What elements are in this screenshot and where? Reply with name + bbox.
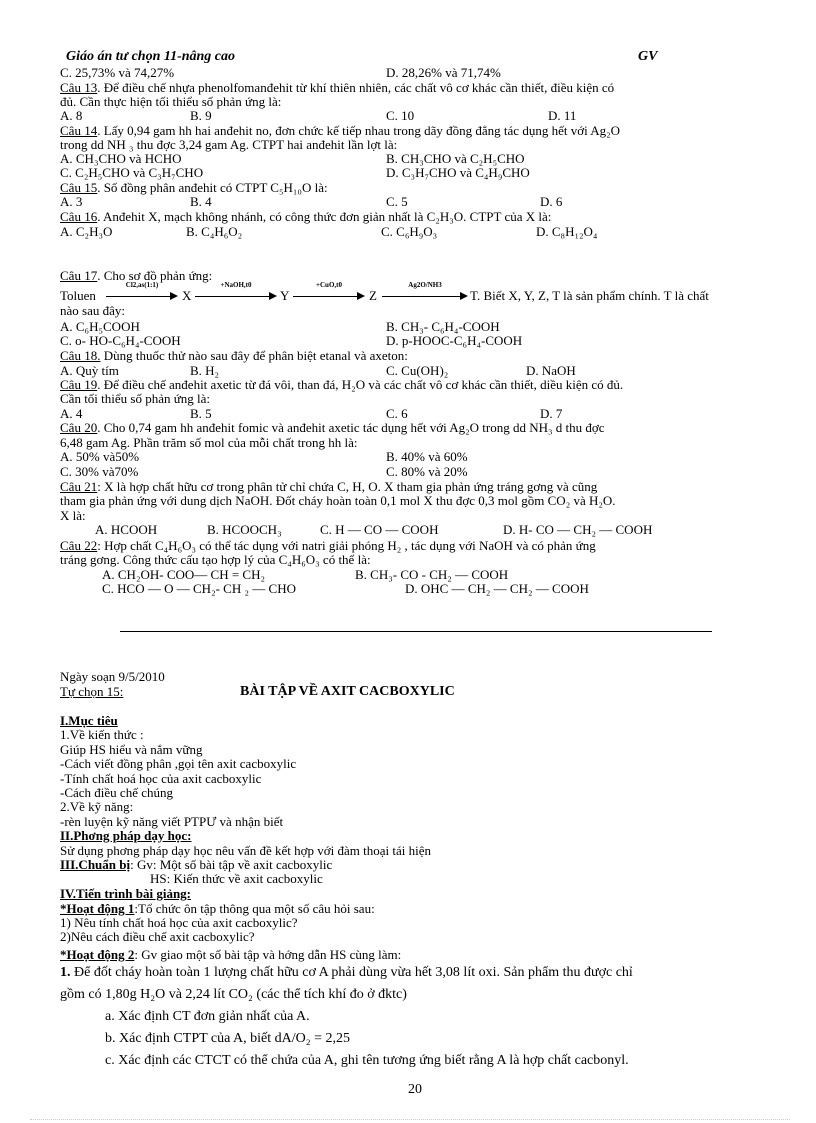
question-text: . Số đồng phân anđehit có CTPT C₅H₁₀O là: xyxy=(97,180,328,195)
sub-question: c. Xác định các CTCT có thể chứa của A, ghi tên tương ứng biết rằng A là hợp chất cacbonyl. xyxy=(105,1053,629,1068)
exercise-number: 1. xyxy=(60,965,71,980)
option-a: A. 50% và50% xyxy=(60,449,140,464)
lesson-title: BÀI TẬP VỀ AXIT CACBOXYLIC xyxy=(240,684,455,699)
option-a: A. 4 xyxy=(60,406,83,421)
question-20 xyxy=(60,421,605,434)
question-text: trong dd NH ₃ thu đợc 3,24 gam Ag. CTPT hai anđehit lần lợt là: xyxy=(60,137,398,152)
option-d: D. H- CO — CH₂ — COOH xyxy=(503,522,653,537)
option-d: D. 6 xyxy=(540,194,563,209)
list-item: -Cách viết đồng phân ,gọi tên axit cacboxylic xyxy=(60,756,297,771)
option-d: C. 80% và 20% xyxy=(386,464,468,479)
question-text: T. Biết X, Y, Z, T là sản phẩm chính. T là chất xyxy=(470,288,709,303)
list-item: 2)Nêu cách điều chế axit cacboxylic? xyxy=(60,929,255,944)
option-b: B. 5 xyxy=(190,406,212,421)
option-b: B. 40% và 60% xyxy=(386,449,468,464)
question-label: Câu 15 xyxy=(60,180,98,195)
option-c: C. Cu(OH)₂ xyxy=(386,363,449,378)
activity-label: *Hoạt động 1 xyxy=(60,901,135,916)
scheme-x: X xyxy=(182,288,192,303)
question-label: Câu 17 xyxy=(60,268,98,283)
option-d: D. OHC — CH₂ — CH₂ — COOH xyxy=(405,581,589,596)
text-line: : Gv giao một số bài tập và hớng dẫn HS cùng làm: xyxy=(134,947,402,962)
question-text: . Anđehit X, mạch không nhánh, có công thức đơn giản nhất là C₂H₃O. CTPT của X là: xyxy=(97,209,552,224)
question-15 xyxy=(60,181,328,194)
option-a: A. C₂H₃O xyxy=(60,224,113,239)
text-line: Giúp HS hiểu và nắm vững xyxy=(60,742,203,757)
question-text: tráng gơng. Công thức cấu tạo hợp lý của C₄H₆O₃ có thể là: xyxy=(60,552,371,567)
option-b: B. CH₃- CO - CH₂ — COOH xyxy=(355,567,509,582)
question-text: X là: xyxy=(60,508,86,523)
lesson-number: Tự chọn 15: xyxy=(60,684,124,699)
option-b: B. CH₃CHO và C₂H₅CHO xyxy=(386,151,525,166)
option-c: C. C₆H₉O₃ xyxy=(381,224,438,239)
question-label: Câu 19 xyxy=(60,377,98,392)
option-a: A. Quỳ tím xyxy=(60,363,119,378)
header-title: Giáo án tư chọn 11-nâng cao xyxy=(66,49,236,64)
option-d: D. p-HOOC-C₆H₄-COOH xyxy=(386,333,523,348)
text-line: HS: Kiến thức về axit cacboxylic xyxy=(150,871,323,886)
activity-label: *Hoạt động 2 xyxy=(60,947,135,962)
option-c: C. 6 xyxy=(386,406,408,421)
question-text: 6,48 gam Ag. Phần trăm số mol của mỗi chất trong hh là: xyxy=(60,435,358,450)
preparation-line xyxy=(60,858,332,871)
question-label: Câu 13 xyxy=(60,80,98,95)
question-label: Câu 18. xyxy=(60,348,101,363)
option-d: D. NaOH xyxy=(526,363,576,378)
option-d: D. C₈H₁₂O₄ xyxy=(536,224,598,239)
question-label: Câu 14 xyxy=(60,123,98,138)
page-border xyxy=(30,1119,790,1120)
list-item: -rèn luyện kỹ năng viết PTPƯ và nhận biết xyxy=(60,814,284,829)
option-c: C. 10 xyxy=(386,108,415,123)
scheme-z: Z xyxy=(369,288,377,303)
reaction-condition: Ag2O/NH3 xyxy=(408,281,442,289)
subsection-heading: 1.Về kiến thức : xyxy=(60,727,144,742)
divider xyxy=(120,631,712,632)
option-b: B. 4 xyxy=(190,194,212,209)
activity-1 xyxy=(60,902,375,915)
question-16 xyxy=(60,210,551,223)
exercise-1 xyxy=(60,966,633,979)
option-a: A. C₆H₅COOH xyxy=(60,319,140,334)
question-text: Dùng thuốc thử nào sau đây để phân biệt etanal và axeton: xyxy=(100,348,408,363)
sub-question: b. Xác định CTPT của A, biết dA/O₂ = 2,25 xyxy=(105,1031,351,1046)
page-number: 20 xyxy=(408,1082,422,1097)
section-heading: II.Phơng pháp dạy học: xyxy=(60,828,192,843)
reaction-condition: +NaOH,t0 xyxy=(220,281,252,289)
list-item: 1) Nêu tính chất hoá học của axit cacboxylic? xyxy=(60,915,298,930)
question-22 xyxy=(60,539,596,552)
list-item: -Tính chất hoá học của axit cacboxylic xyxy=(60,771,262,786)
header-author: GV xyxy=(638,49,658,64)
option-d: D. 7 xyxy=(540,406,563,421)
question-text: Cần tối thiểu số phản ứng là: xyxy=(60,391,211,406)
option-d: D. C₃H₇CHO và C₄H₉CHO xyxy=(386,165,530,180)
reaction-arrow xyxy=(106,281,178,303)
text-line: Để đốt cháy hoàn toàn 1 lượng chất hữu cơ A phải dùng vừa hết 3,08 lít oxi. Sản phẩm thu được chỉ xyxy=(70,965,633,980)
option-a: A. 8 xyxy=(60,108,83,123)
question-label: Câu 16 xyxy=(60,209,98,224)
reaction-arrow xyxy=(293,281,365,303)
question-13 xyxy=(60,81,614,94)
option-c: C. H — CO — COOH xyxy=(320,522,439,537)
option-d: D. 11 xyxy=(548,108,577,123)
section-heading: IV.Tiến trình bài giảng: xyxy=(60,886,192,901)
question-text: . Cho 0,74 gam hh anđehit fomic và anđehit axetic tác dụng hết với Ag₂O trong dd NH₃ d thu đợc xyxy=(97,420,605,435)
question-text: : X là hợp chất hữu cơ trong phân tử chỉ chứa C, H, O. X tham gia phản ứng tráng gơng và cũng xyxy=(97,479,598,494)
option-a: A. HCOOH xyxy=(95,522,158,537)
section-heading: III.Chuẩn bị xyxy=(60,857,131,872)
question-text: . Để điều chế anđehit axetic từ đá vôi, than đá, H₂O và các chất vô cơ khác cần thiết, diều kiện có đủ. xyxy=(97,377,624,392)
reaction-condition: Cl2,as(1:1) xyxy=(125,281,159,289)
scheme-y: Y xyxy=(280,288,290,303)
section-heading: I.Mục tiêu xyxy=(60,713,118,728)
question-18 xyxy=(60,349,408,362)
question-label: Câu 22 xyxy=(60,538,98,553)
option-b: B. C₄H₆O₂ xyxy=(186,224,243,239)
text-line: : Gv: Một số bài tập về axit cacboxylic xyxy=(130,857,333,872)
text-line: :Tổ chức ôn tập thông qua một số câu hỏi sau: xyxy=(134,901,375,916)
option-a: A. CH₂OH- COO— CH = CH₂ xyxy=(102,567,266,582)
question-text: . Cho sơ đồ phản ứng: xyxy=(97,268,213,283)
option-d: D. 28,26% và 71,74% xyxy=(386,65,501,80)
question-label: Câu 20 xyxy=(60,420,98,435)
question-text: đủ. Cần thực hiện tối thiểu số phản ứng là: xyxy=(60,94,282,109)
question-text: . Lấy 0,94 gam hh hai anđehit no, đơn chức kế tiếp nhau trong dãy đồng đẳng tác dụng hết với Ag₂O xyxy=(97,123,621,138)
text-line: Sử dụng phơng pháp dạy học nêu vấn đề kết hợp với đàm thoại tái hiện xyxy=(60,843,432,858)
question-19 xyxy=(60,378,623,391)
option-c: C. 5 xyxy=(386,194,408,209)
scheme-start: Toluen xyxy=(60,288,96,303)
option-c: C. o- HO-C₆H₄-COOH xyxy=(60,333,181,348)
option-a: A. 3 xyxy=(60,194,83,209)
question-14 xyxy=(60,124,620,137)
sub-question: a. Xác định CT đơn giản nhất của A. xyxy=(105,1009,310,1024)
option-c: C. HCO — O — CH₂- CH ₂ — CHO xyxy=(102,581,296,596)
option-b: B. H₂ xyxy=(190,363,220,378)
question-text: tham gia phản ứng với dung dịch NaOH. Đốt cháy hoàn toàn 0,1 mol X thu đợc 0,3 mol gồm CO₂ và H₂O. xyxy=(60,493,616,508)
option-b: B. CH₃- C₆H₄-COOH xyxy=(386,319,500,334)
question-text: nào sau đây: xyxy=(60,303,125,318)
question-21 xyxy=(60,480,597,493)
activity-2 xyxy=(60,948,401,961)
text-line: gồm có 1,80g H₂O và 2,24 lít CO₂ (các thể tích khí đo ở đktc) xyxy=(60,987,407,1002)
list-item: -Cách điều chế chúng xyxy=(60,785,173,800)
option-b: B. 9 xyxy=(190,108,212,123)
option-c: C. C₂H₅CHO và C₃H₇CHO xyxy=(60,165,204,180)
reaction-condition: +CuO,t0 xyxy=(316,281,342,289)
subsection-heading: 2.Về kỹ năng: xyxy=(60,799,134,814)
option-b: B. HCOOCH₃ xyxy=(207,522,282,537)
lesson-date: Ngày soạn 9/5/2010 xyxy=(60,669,165,684)
reaction-arrow xyxy=(382,281,468,303)
question-text: : Hợp chất C₄H₆O₃ có thể tác dụng với natri giải phóng H₂ , tác dụng với NaOH và có phản ứng xyxy=(97,538,596,553)
question-label: Câu 21 xyxy=(60,479,98,494)
option-a: A. CH₃CHO và HCHO xyxy=(60,151,182,166)
question-text: . Để điều chế nhựa phenolfomanđehit từ khí thiên nhiên, các chất vô cơ khác cần thiết, điều kiện có xyxy=(97,80,615,95)
reaction-arrow xyxy=(195,281,277,303)
option-c: C. 30% và70% xyxy=(60,464,139,479)
option-c: C. 25,73% và 74,27% xyxy=(60,65,175,80)
